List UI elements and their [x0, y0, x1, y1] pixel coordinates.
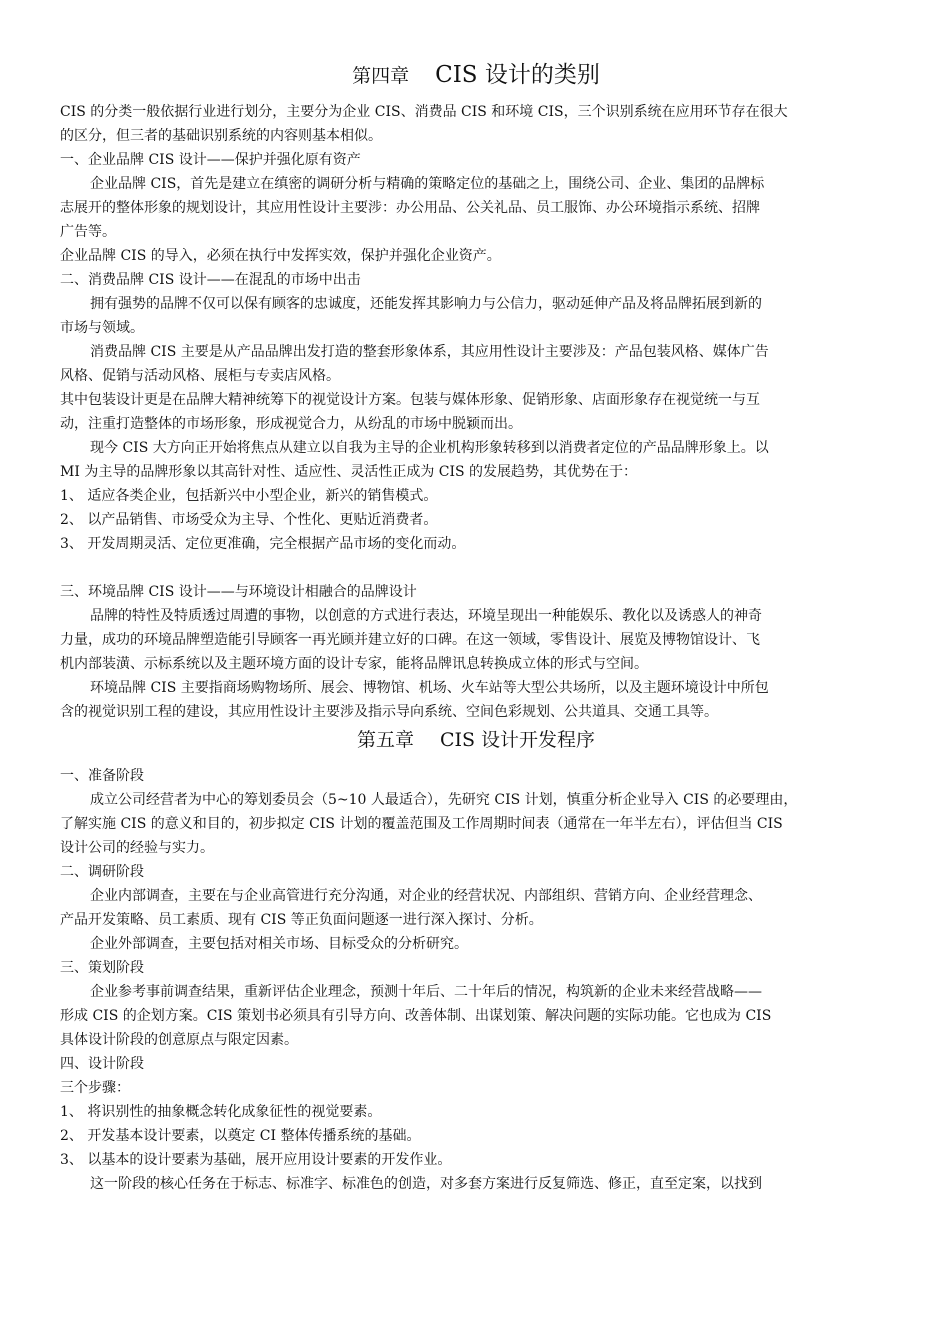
phase-heading: 一、准备阶段 — [60, 768, 144, 784]
list-item: 3、 以基本的设计要素为基础，展开应用设计要素的开发作业。 — [60, 1152, 452, 1168]
section-heading: 三、环境品牌 CIS 设计——与环境设计相融合的品牌设计 — [60, 584, 417, 600]
paragraph-line: 广告等。 — [60, 224, 116, 240]
paragraph-line: 市场与领域。 — [60, 320, 144, 336]
paragraph-line: 拥有强势的品牌不仅可以保有顾客的忠诚度，还能发挥其影响力与公信力，驱动延伸产品及将品牌拓展到新的 — [90, 296, 762, 312]
phase-heading: 三、策划阶段 — [60, 960, 144, 976]
paragraph-line: 品牌的特性及特质透过周遭的事物，以创意的方式进行表达，环境呈现出一种能娱乐、教化以及诱惑人的神奇 — [90, 608, 762, 624]
paragraph-line: 成立公司经营者为中心的筹划委员会（5~10 人最适合），先研究 CIS 计划，慎重分析企业导入 CIS 的必要理由， — [90, 792, 798, 808]
paragraph-line: 设计公司的经验与实力。 — [60, 840, 214, 856]
list-item: 3、 开发周期灵活、定位更准确，完全根据产品市场的变化而动。 — [60, 536, 466, 552]
chapter-4-label: 第四章 — [352, 65, 410, 87]
paragraph-line: 企业品牌 CIS，首先是建立在缜密的调研分析与精确的策略定位的基础之上，围绕公司、企业、集团的品牌标 — [90, 176, 765, 192]
paragraph-line: 具体设计阶段的创意原点与限定因素。 — [60, 1032, 298, 1048]
list-item: 2、 开发基本设计要素，以奠定 CI 整体传播系统的基础。 — [60, 1128, 421, 1144]
paragraph-line: 企业品牌 CIS 的导入，必须在执行中发挥实效，保护并强化企业资产。 — [60, 248, 501, 264]
paragraph-line: 含的视觉识别工程的建设，其应用性设计主要涉及指示导向系统、空间色彩规划、公共道具、交通工具等。 — [60, 704, 718, 720]
chapter-4-title — [60, 58, 892, 100]
paragraph-line: 产品开发策略、员工素质、现有 CIS 等正负面问题逐一进行深入探讨、分析。 — [60, 912, 543, 928]
paragraph-line: 环境品牌 CIS 主要指商场购物场所、展会、博物馆、机场、火车站等大型公共场所，以及主题环境设计中所包 — [90, 680, 769, 696]
paragraph-line: 动，注重打造整体的市场形象，形成视觉合力，从纷乱的市场中脱颖而出。 — [60, 416, 522, 432]
chapter-5-title-text: CIS 设计开发程序 — [439, 729, 596, 751]
list-item: 1、 将识别性的抽象概念转化成象征性的视觉要素。 — [60, 1104, 382, 1120]
paragraph-line: 了解实施 CIS 的意义和目的，初步拟定 CIS 计划的覆盖范围及工作周期时间表（通常在一年半左右），评估但当 CIS — [60, 816, 783, 832]
paragraph-line: 其中包装设计更是在品牌大精神统筹下的视觉设计方案。包装与媒体形象、促销形象、店面形象存在视觉统一与互 — [60, 392, 760, 408]
document-page — [60, 58, 892, 1196]
paragraph-line: 机内部装潢、示标系统以及主题环境方面的设计专家，能将品牌讯息转换成立体的形式与空间。 — [60, 656, 648, 672]
section-heading: 一、企业品牌 CIS 设计——保护并强化原有资产 — [60, 152, 361, 168]
paragraph-line: 力量，成功的环境品牌塑造能引导顾客一再光顾并建立好的口碑。在这一领域，零售设计、展览及博物馆设计、飞 — [60, 632, 760, 648]
list-item: 1、 适应各类企业，包括新兴中小型企业，新兴的销售模式。 — [60, 488, 438, 504]
intro-line: 的区分，但三者的基础识别系统的内容则基本相似。 — [60, 128, 382, 144]
blank-line — [60, 556, 892, 580]
paragraph-line: 企业外部调查，主要包括对相关市场、目标受众的分析研究。 — [90, 936, 468, 952]
intro-line: CIS 的分类一般依据行业进行划分，主要分为企业 CIS、消费品 CIS 和环境 CIS，三个识别系统在应用环节存在很大 — [60, 104, 788, 120]
paragraph-line: 形成 CIS 的企划方案。CIS 策划书必须具有引导方向、改善体制、出谋划策、解决问题的实际功能。它也成为 CIS — [60, 1008, 772, 1024]
paragraph-line: 企业内部调查，主要在与企业高管进行充分沟通，对企业的经营状况、内部组织、营销方向、企业经营理念、 — [90, 888, 762, 904]
paragraph-line: 风格、促销与活动风格、展柜与专卖店风格。 — [60, 368, 340, 384]
paragraph-line: 三个步骤： — [60, 1080, 130, 1096]
section-heading: 二、消费品牌 CIS 设计——在混乱的市场中出击 — [60, 272, 361, 288]
paragraph-line: 志展开的整体形象的规划设计，其应用性设计主要涉：办公用品、公关礼品、员工服饰、办公环境指示系统、招牌 — [60, 200, 760, 216]
phase-heading: 二、调研阶段 — [60, 864, 144, 880]
chapter-5-title — [60, 724, 892, 764]
paragraph-line: MI 为主导的品牌形象以其高针对性、适应性、灵活性正成为 CIS 的发展趋势，其优势在于： — [60, 464, 638, 480]
chapter-4-title-text: CIS 设计的类别 — [435, 62, 600, 88]
paragraph-line: 企业参考事前调查结果，重新评估企业理念，预测十年后、二十年后的情况，构筑新的企业未来经营战略—— — [90, 984, 762, 1000]
paragraph-line: 现今 CIS 大方向正开始将焦点从建立以自我为主导的企业机构形象转移到以消费者定位的产品品牌形象上。以 — [90, 440, 769, 456]
phase-heading: 四、设计阶段 — [60, 1056, 144, 1072]
paragraph-line: 这一阶段的核心任务在于标志、标准字、标准色的创造，对多套方案进行反复筛选、修正，直至定案，以找到 — [90, 1176, 762, 1192]
chapter-5-label: 第五章 — [356, 729, 414, 751]
list-item: 2、 以产品销售、市场受众为主导、个性化、更贴近消费者。 — [60, 512, 438, 528]
paragraph-line: 消费品牌 CIS 主要是从产品品牌出发打造的整套形象体系，其应用性设计主要涉及：产品包装风格、媒体广告 — [90, 344, 769, 360]
